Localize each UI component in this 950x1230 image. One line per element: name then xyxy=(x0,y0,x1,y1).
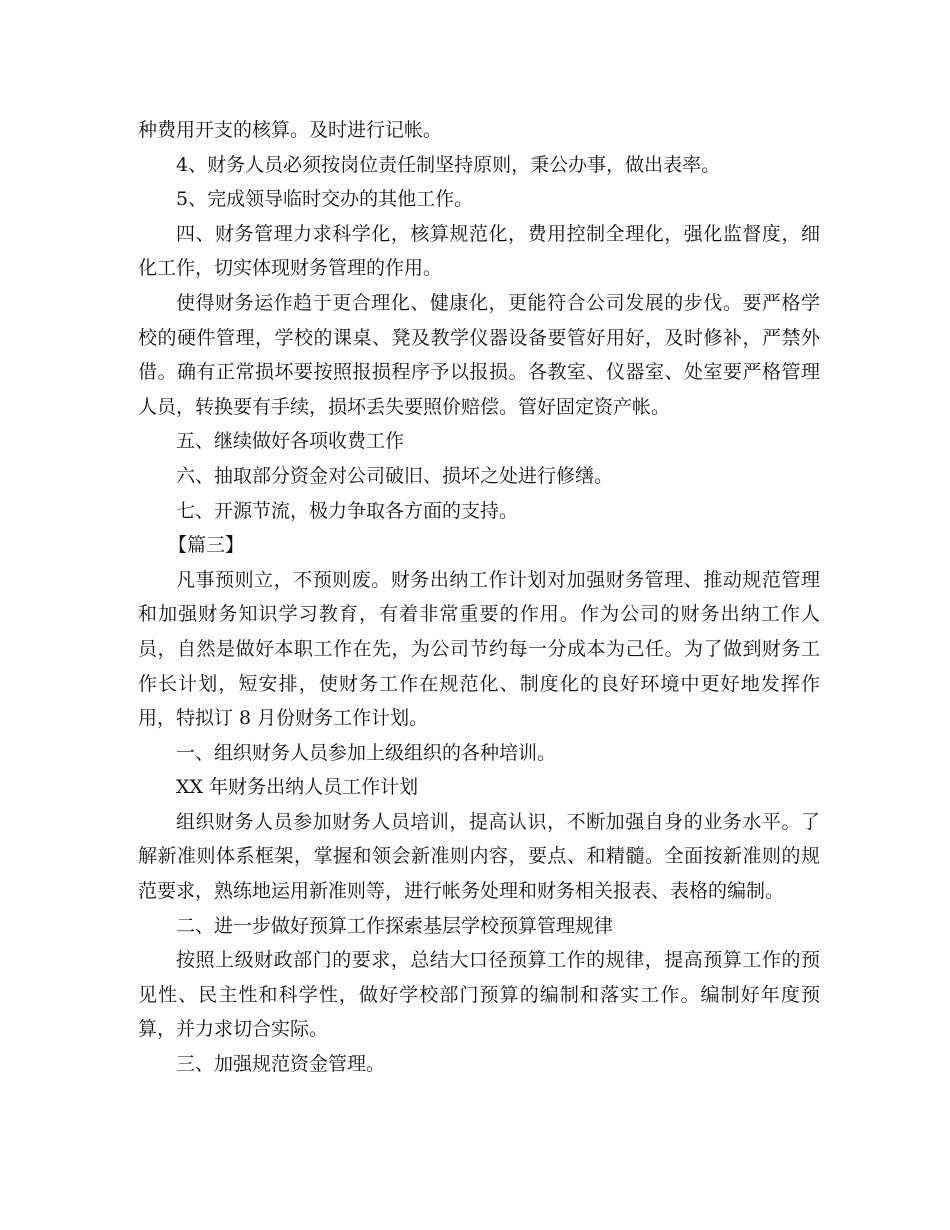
paragraph: 二、进一步做好预算工作探索基层学校预算管理规律 xyxy=(176,914,614,937)
paragraph: 使得财务运作趋于更合理化、健康化，更能符合公司发展的步伐。要严格学校的硬件管理，学校的课桌、凳及教学仪器设备要管好用好，及时修补，严禁外借。确有正常损坏要按照报损程序予以报损。各教室、仪器室、处室要严格管理人员，转换要有手续，损坏丢失要照价赔偿。管好固定资产帐。 xyxy=(138,291,820,418)
paragraph: 三、加强规范资金管理。 xyxy=(176,1053,386,1076)
paragraph: 七、开源节流，极力争取各方面的支持。 xyxy=(176,499,519,522)
paragraph: 按照上级财政部门的要求，总结大口径预算工作的规律，提高预算工作的预见性、民主性和科学性，做好学校部门预算的编制和落实工作。编制好年度预算，并力求切合实际。 xyxy=(138,949,820,1041)
paragraph: 组织财务人员参加财务人员培训，提高认识，不断加强自身的业务水平。了解新准则体系框架，掌握和领会新准则内容，要点、和精髓。全面按新准则的规范要求，熟练地运用新准则等，进行帐务处理和财务相关报表、表格的编制。 xyxy=(138,810,820,903)
paragraph: 一、组织财务人员参加上级组织的各种培训。 xyxy=(176,741,557,764)
paragraph: 凡事预则立，不预则废。财务出纳工作计划对加强财务管理、推动规范管理和加强财务知识学习教育，有着非常重要的作用。作为公司的财务出纳工作人员，自然是做好本职工作在先，为公司节约每一分成本为己任。为了做到财务工作长计划，短安排，使财务工作在规范化、制度化的良好环境中更好地发挥作用，特拟订 8 月份财务工作计划。 xyxy=(138,568,820,730)
section-heading: 【篇三】 xyxy=(168,534,245,557)
paragraph: 5、完成领导临时交办的其他工作。 xyxy=(176,188,474,211)
paragraph: 4、财务人员必须按岗位责任制坚持原则，秉公办事，做出表率。 xyxy=(176,153,721,176)
paragraph: 六、抽取部分资金对公司破旧、损坏之处进行修缮。 xyxy=(176,464,614,487)
document-body xyxy=(138,113,820,1082)
paragraph: 四、财务管理力求科学化，核算规范化，费用控制全理化，强化监督度，细化工作，切实体现财务管理的作用。 xyxy=(138,222,820,280)
paragraph: 五、继续做好各项收费工作 xyxy=(176,430,405,453)
paragraph: XX 年财务出纳人员工作计划 xyxy=(176,776,419,799)
paragraph: 种费用开支的核算。及时进行记帐。 xyxy=(138,119,443,141)
